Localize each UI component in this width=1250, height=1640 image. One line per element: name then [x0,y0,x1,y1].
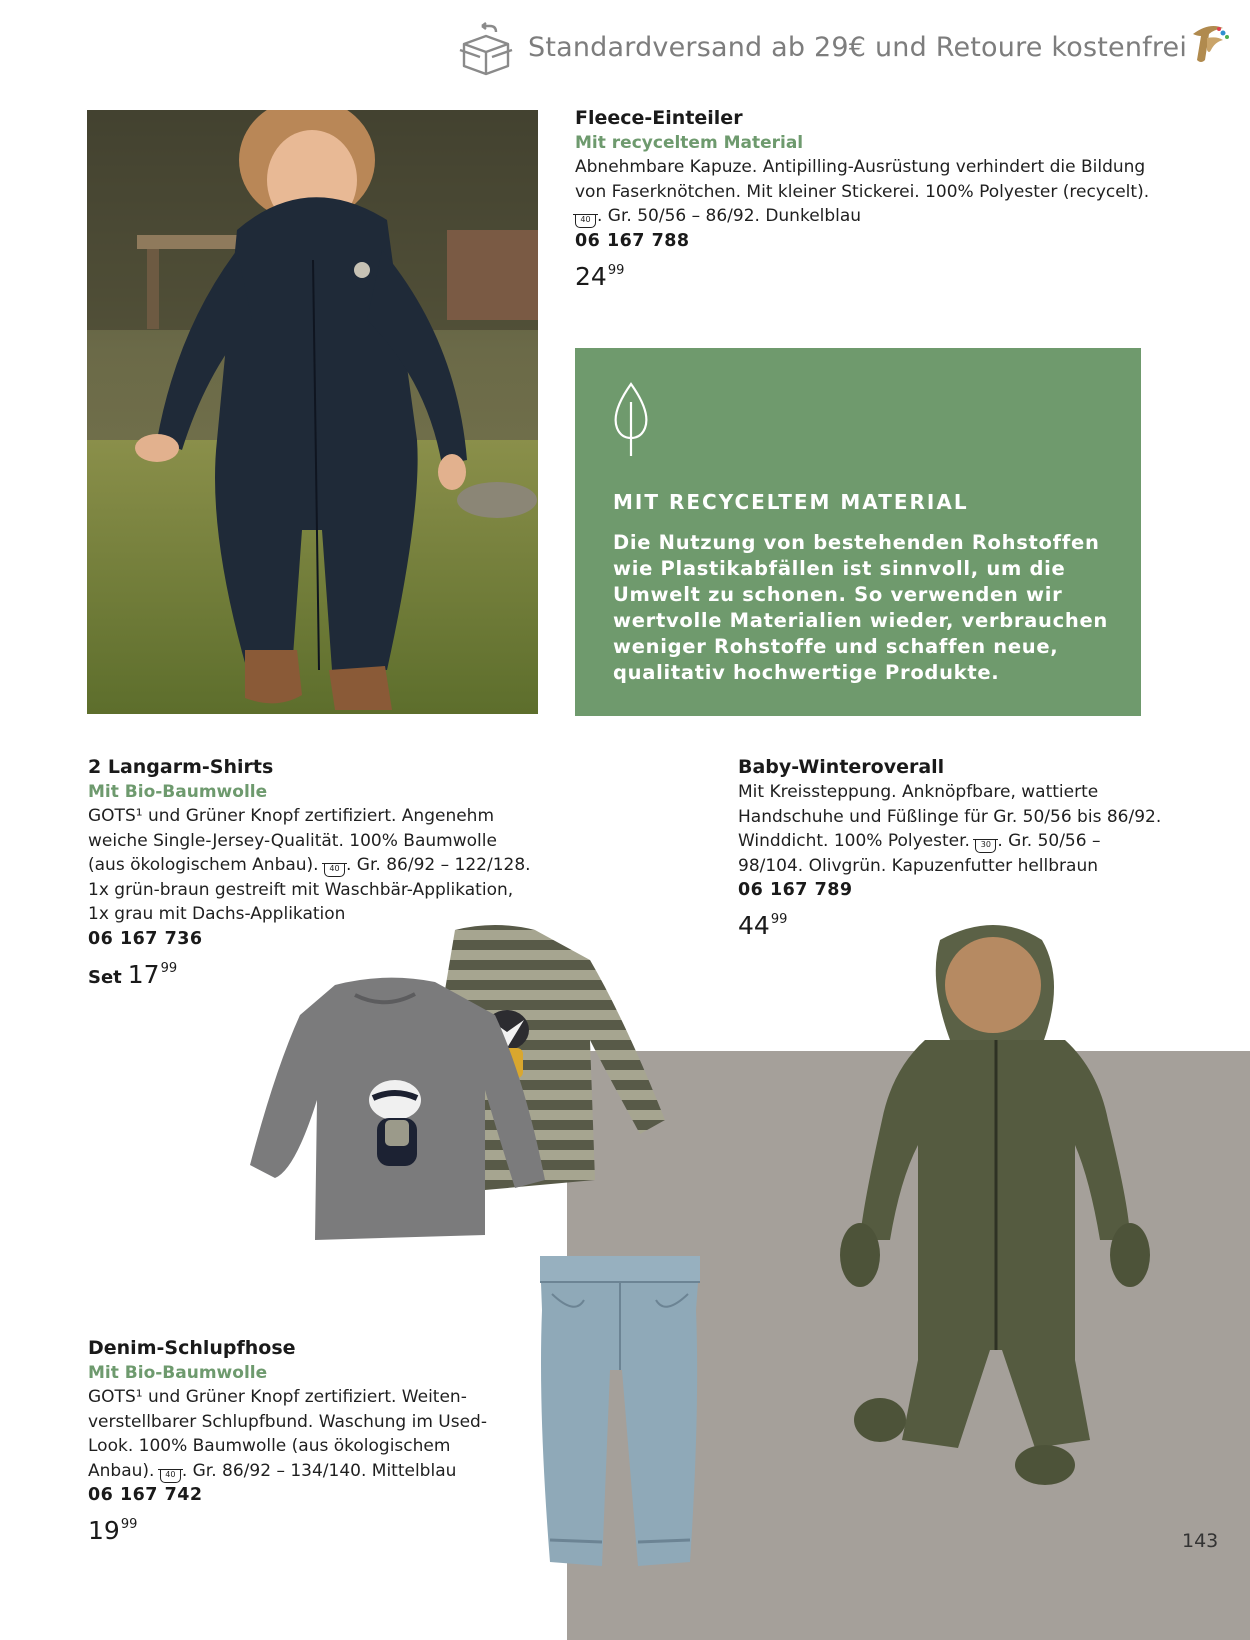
care-line: Anbau). 40 . Gr. 86/92 – 134/140. Mittelblau [88,1460,457,1481]
product-subtitle: Mit Bio-Baumwolle [88,782,268,802]
product-title: Denim-Schlupfhose [88,1337,296,1359]
recycled-material-box [575,348,1141,716]
product-subtitle: Mit recyceltem Material [575,133,804,153]
delivery-box-icon [458,22,514,78]
product-title: 2 Langarm-Shirts [88,756,274,778]
product-description: GOTS¹ und Grüner Knopf zertifiziert. Angenehm weiche Single-Jersey-Qualität. 100% Baumwolle (aus ökologischem Anbau). 40 . Gr. 86/92 – 122/128. 1x grün-braun gestreift mit Waschbär-Applikation, 1x grau mit Dachs-Applikation [88,804,608,927]
wash-symbol-icon: 40 [160,1469,181,1483]
care-line: 40 . Gr. 50/56 – 86/92. Dunkelblau [575,204,1175,229]
denim-trousers-image [520,1250,720,1580]
price: $44^{99}$ [738,911,788,940]
article-number: 06 167 742 [88,1485,203,1505]
article-number: 06 167 788 [575,230,690,251]
product-description [575,155,1175,229]
fleece-onesie-photo [87,110,538,714]
wash-symbol-icon: 30 [975,839,996,853]
article-number: 06 167 736 [88,928,203,949]
wash-symbol-icon: 40 [575,214,596,228]
product-title: Baby-Winteroverall [738,756,945,778]
price: $19^{99}$ [88,1516,138,1545]
price: Set $17^{99}$ [88,959,178,989]
care-line: (aus ökologischem Anbau). 40 . Gr. 86/92 – 122/128. [88,855,531,875]
recycled-text: Die Nutzung von bestehenden Rohstoffen wie Plastikabfällen ist sinnvoll, um die Umwelt zu schonen. So verwenden wir wertvolle Materialien wieder, verbrauchen weniger Rohstoffe und schaffen neue, qualitativ hochwertige Produkte. [613,531,1108,684]
denim-trousers-info [88,1336,548,1548]
leaf-icon [611,382,651,458]
product-subtitle: Mit Bio-Baumwolle [88,1363,268,1383]
description-line: von Faserknötchen. Mit kleiner Stickerei. 100% Polyester (recycelt). [575,181,1150,202]
product-description: GOTS¹ und Grüner Knopf zertifiziert. Weiten- verstellbarer Schlupfbund. Waschung im Used- Look. 100% Baumwolle (aus ökologischem Anbau). 40 . Gr. 86/92 – 134/140. Mittelblau [88,1385,548,1483]
product-description: Mit Kreissteppung. Anknöpfbare, wattierte Handschuhe und Füßlinge für Gr. 50/56 bis 86/92. Winddicht. 100% Polyester. 30 . Gr. 50/56 – 98/104. Olivgrün. Kapuzenfutter hellbraun [738,780,1208,878]
tchibo-logo [1183,20,1231,68]
description-line: Abnehmbare Kapuze. Antipilling-Ausrüstung verhindert die Bildung [575,157,1146,177]
recycled-heading: MIT RECYCELTEM MATERIAL [613,490,969,514]
wash-symbol-icon: 40 [324,863,345,877]
product-title: Fleece-Einteiler [575,107,743,129]
page-number: 143 [1182,1530,1219,1552]
shipping-banner-text: Standardversand ab 29€ und Retoure kostenfrei [528,32,1188,63]
shipping-banner [458,18,1198,82]
article-number: 06 167 789 [738,880,853,900]
winter-overall-info [738,755,1208,943]
price: $24^{99}$ [575,261,625,291]
longsleeve-shirts-image [245,920,675,1250]
winter-overall-image [830,920,1160,1490]
fleece-onesie-info [575,106,1175,294]
care-line: Winddicht. 100% Polyester. 30 . Gr. 50/56 – [738,831,1101,851]
